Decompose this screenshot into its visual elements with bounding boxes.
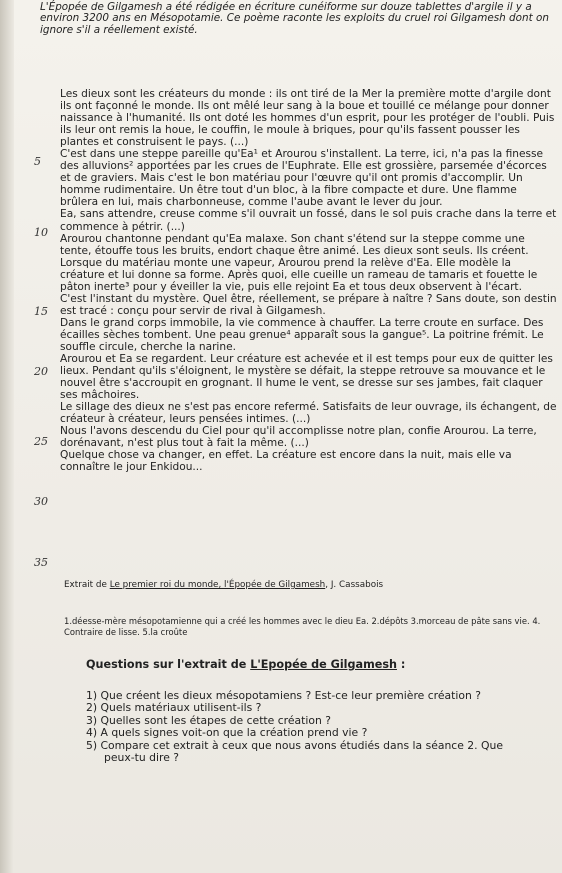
intro-text: L'Épopée de Gilgamesh a été rédigée en écriture cunéiforme sur douze tablettes d'argile il y a environ 3200 ans en Mésopotamie. Ce poème raconte les exploits du cruel roi Gilgamesh dont on ignore s'il a réellement existé. xyxy=(40,1,549,36)
line-number-5: 5 xyxy=(34,155,41,168)
questions-title-prefix: Questions sur l'extrait de xyxy=(86,658,251,671)
source-title: Le premier roi du monde, l'Épopée de Gilgamesh xyxy=(109,580,326,590)
footnotes: 1.déesse-mère mésopotamienne qui a créé les hommes avec le dieu Ea. 2.dépôts 3.morceau de pâte sans vie. 4. Contraire de lisse. 5.la croûte xyxy=(64,616,541,637)
paragraph: Les dieux sont les créateurs du monde : ils ont tiré de la Mer la première motte d'argile dont ils ont façonné le monde. Ils ont mêlé leur sang à la boue et touillé ce mélange pour donner naissance à l'humanité. Ils ont doté les hommes d'un esprit, pour les protéger de l'oubli. Puis ils leur ont remis la houe, le couffin, le moule à briques, pour qu'ils fassent pousser les plantes et construisent le pays. (...) xyxy=(60,88,555,149)
paragraph: Quelque chose va changer, en effet. La créature est encore dans la nuit, mais elle va connaître le jour Enkidou... xyxy=(60,449,512,474)
line-number-35: 35 xyxy=(34,556,48,569)
question-item-continued: peux-tu dire ? xyxy=(104,751,179,765)
paragraph: Arourou et Ea se regardent. Leur créature est achevée et il est temps pour eux de quitter les lieux. Pendant qu'ils s'éloignent, le mystère se défait, la steppe retrouve sa mouvance et le nouvel être s'accroupit en grognant. Il hume le vent, se dresse sur ses jambes, fait claquer ses mâchoires. xyxy=(60,353,553,402)
questions-title-work: L'Epopée de Gilgamesh xyxy=(250,658,397,671)
paragraph: C'est l'instant du mystère. Quel être, réellement, se prépare à naître ? Sans doute, son destin est tracé : conçu pour servir de rival à Gilgamesh. xyxy=(60,292,557,317)
paragraph: Le sillage des dieux ne s'est pas encore refermé. Satisfaits de leur ouvrage, ils échangent, de créateur à créateur, leurs pensées intimes. (...) xyxy=(60,401,557,426)
questions-title xyxy=(86,658,546,671)
line-number-30: 30 xyxy=(34,495,48,508)
paragraph: Nous l'avons descendu du Ciel pour qu'il accomplisse notre plan, confie Arourou. La terre, dorénavant, n'est plus tout à fait la même. (...) xyxy=(60,425,537,450)
question-item: 3) Quelles sont les étapes de cette création ? xyxy=(86,713,331,727)
question-item: 1) Que créent les dieux mésopotamiens ? Est-ce leur première création ? xyxy=(86,689,481,702)
page-edge xyxy=(0,0,14,873)
source-prefix: Extrait de xyxy=(64,580,110,590)
questions-list xyxy=(86,690,546,764)
paragraph: C'est dans une steppe pareille qu'Ea¹ et Arourou s'installent. La terre, ici, n'a pas la finesse des alluvions² apportées par les crues de l'Euphrate. Elle est grossière, parsemée d'écorces et de graviers. Mais c'est le bon matériau pour l'œuvre qu'il ont promis d'accomplir. Un homme rudimentaire. Un être tout d'un bloc, à la fibre compacte et dure. Une flamme brûlera en lui, mais charbonneuse, comme l'aube avant le lever du jour. xyxy=(60,148,547,209)
question-item: 4) A quels signes voit-on que la création prend vie ? xyxy=(86,726,368,740)
question-item: 5) Compare cet extrait à ceux que nous avons étudiés dans la séance 2. Que xyxy=(86,738,504,752)
paragraph: Lorsque du matériau monte une vapeur, Arourou prend la relève d'Ea. Elle modèle la créature et lui donne sa forme. Après quoi, elle cueille un rameau de tamaris et fouette le pâton inerte³ pour y éveiller la vie, puis elle rejoint Ea et tous deux observent à l'écart. xyxy=(60,256,538,293)
source-citation xyxy=(64,580,554,590)
paragraph: Dans le grand corps immobile, la vie commence à chauffer. La terre croute en surface. Des écailles sèches tombent. Une peau grenue⁴ apparaît sous la gangue⁵. La poitrine frémit. Le souffle circule, cherche la narine. xyxy=(60,316,544,353)
paragraph: Ea, sans attendre, creuse comme s'il ouvrait un fossé, dans le sol puis crache dans la terre et commence à pétrir. (...) xyxy=(60,208,557,233)
line-number-20: 20 xyxy=(34,365,48,378)
question-item: 2) Quels matériaux utilisent-ils ? xyxy=(86,701,262,715)
line-number-25: 25 xyxy=(34,435,48,448)
main-text xyxy=(60,88,558,474)
paragraph: Arourou chantonne pendant qu'Ea malaxe. Son chant s'étend sur la steppe comme une tente, étouffe tous les bruits, endort chaque être animé. Les dieux sont seuls. Ils créent. xyxy=(60,232,529,257)
source-suffix: , J. Cassabois xyxy=(325,580,384,590)
line-number-10: 10 xyxy=(34,226,48,239)
line-number-15: 15 xyxy=(34,305,48,318)
questions-title-suffix: : xyxy=(396,658,406,671)
